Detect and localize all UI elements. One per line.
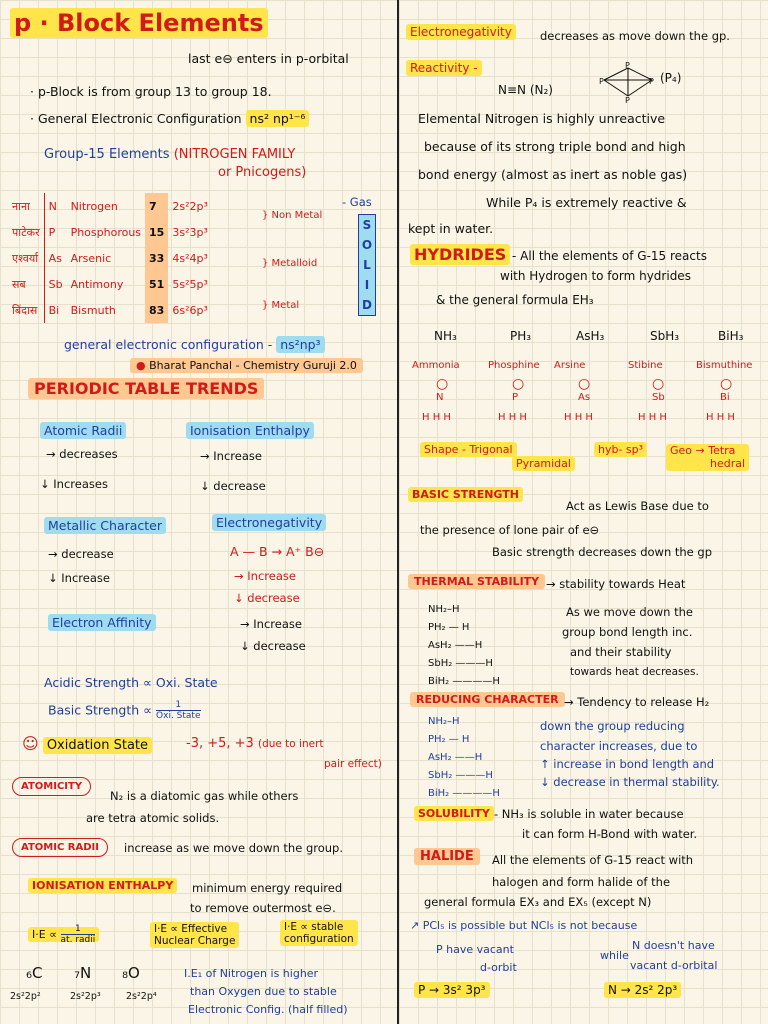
- element-symbol: Bi: [48, 303, 60, 317]
- ie-definition-2: to remove outermost e⊖.: [190, 901, 336, 915]
- arrow-icon: ↗: [410, 919, 420, 932]
- element-hindi: एश्वर्या: [8, 245, 44, 271]
- reducing-text: → Tendency to release H₂: [564, 695, 710, 709]
- nitrogen-config: 2s²2p³: [70, 991, 101, 1002]
- element-hindi: पाटेकर: [8, 219, 44, 245]
- lone-pair-icon: ○: [652, 376, 665, 392]
- halide-text-3: general formula EX₃ and EX₅ (except N): [424, 895, 652, 909]
- hydrides-text-2: with Hydrogen to form hydrides: [500, 269, 691, 283]
- element-symbol: P: [48, 225, 56, 239]
- element-atomic-number: 7: [145, 193, 168, 219]
- reducing-text-2: down the group reducing: [540, 719, 685, 733]
- thermal-text-3: group bond length inc.: [562, 625, 693, 639]
- ea-decrease: ↓ decrease: [240, 639, 306, 653]
- svg-text:P: P: [599, 77, 604, 86]
- record-icon: ●: [136, 359, 146, 372]
- reactivity-text-2: because of its strong triple bond and high: [424, 139, 686, 154]
- bond-item: NH₂–H: [428, 716, 460, 727]
- ie-nuclear-charge: I·E ∝ Effective Nuclear Charge: [150, 922, 239, 948]
- radii-increases: ↓ Increases: [40, 477, 108, 491]
- page-title: p · Block Elements: [10, 10, 268, 38]
- solubility-text: - NH₃ is soluble in water because: [494, 807, 684, 821]
- bond-item: BiH₂ ————H: [428, 788, 500, 799]
- metallic-character-label: Metallic Character: [44, 519, 166, 533]
- hydride-central-atom: N: [436, 392, 444, 403]
- bond-item: SbH₂ ———H: [428, 770, 493, 781]
- svg-text:P: P: [625, 96, 630, 104]
- hydride-name: Bismuthine: [696, 360, 753, 371]
- ie-stable-config: I·E ∝ stable configuration: [280, 920, 358, 946]
- group-15-heading: Group-15 Elements (NITROGEN FAMILY: [44, 147, 296, 162]
- hydride-name: Phosphine: [488, 360, 540, 371]
- element-config: 6s²6p³: [172, 303, 208, 317]
- nonmetal-label: } Non Metal: [262, 210, 323, 221]
- oxidation-values: -3, +5, +3 (due to inert: [186, 736, 324, 751]
- hydride-hydrogens: H H H: [564, 412, 593, 423]
- hydride-hydrogens: H H H: [706, 412, 735, 423]
- geometry-label: Geo → Tetra hedral: [666, 444, 749, 471]
- pcl5-reason-p: P have vacant: [436, 943, 514, 956]
- lone-pair-icon: ○: [578, 376, 591, 392]
- basic-text-1: Act as Lewis Base due to: [566, 499, 709, 513]
- oxidation-state-label: ☺ Oxidation State: [22, 735, 152, 754]
- reducing-text-5: ↓ decrease in thermal stability.: [540, 775, 720, 789]
- oxygen-symbol: ₈O: [122, 964, 140, 982]
- nitrogen-config-right: N → 2s² 2p³: [604, 984, 681, 998]
- metal-label: } Metal: [262, 300, 300, 311]
- svg-text:P: P: [649, 77, 654, 86]
- oxygen-config: 2s²2p⁴: [126, 991, 157, 1002]
- ie-definition: minimum energy required: [192, 881, 343, 895]
- hydride-hydrogens: H H H: [638, 412, 667, 423]
- pcl5-text: ↗ PCl₅ is possible but NCl₅ is not because: [410, 919, 638, 932]
- gas-label: - Gas: [342, 195, 372, 209]
- electronegativity-equation: A — B → A⁺ B⊖: [230, 544, 325, 559]
- hydrides-text-1: - All the elements of G-15 reacts: [512, 249, 707, 263]
- svg-text:P: P: [625, 61, 630, 70]
- group15-element-table: [8, 193, 212, 323]
- ie-increase: → Increase: [200, 449, 262, 463]
- element-hindi: बिंदास: [8, 297, 44, 323]
- hydrides-text-3: & the general formula EH₃: [436, 293, 594, 307]
- bond-item: PH₂ — H: [428, 622, 470, 633]
- halide-text-2: halogen and form halide of the: [492, 875, 671, 889]
- basic-text-2: the presence of lone pair of e⊖: [420, 523, 600, 537]
- hydride-central-atom: Sb: [652, 392, 665, 403]
- element-atomic-number: 51: [145, 271, 168, 297]
- element-hindi: सब: [8, 271, 44, 297]
- bond-item: SbH₂ ———H: [428, 658, 493, 669]
- inert-pair-note: pair effect): [324, 758, 382, 770]
- hydride-name: Arsine: [554, 360, 586, 371]
- en-trend: decreases as move down the gp.: [540, 29, 730, 43]
- reactivity-heading: Reactivity -: [406, 62, 482, 76]
- hydride-central-atom: Bi: [720, 392, 730, 403]
- metallic-decrease: → decrease: [48, 547, 114, 561]
- thermal-text-5: towards heat decreases.: [570, 666, 699, 678]
- element-atomic-number: 83: [145, 297, 168, 323]
- shape-label-2: Pyramidal: [512, 458, 575, 471]
- reactivity-text-5: kept in water.: [408, 221, 494, 236]
- bond-item: PH₂ — H: [428, 734, 470, 745]
- hydride-hydrogens: H H H: [498, 412, 527, 423]
- element-symbol: As: [48, 251, 62, 265]
- en-increase: → Increase: [234, 569, 296, 583]
- electronegativity-label: Electronegativity: [212, 516, 326, 530]
- center-divider: [397, 0, 399, 1024]
- atomic-radii-badge: ATOMIC RADII: [12, 840, 108, 854]
- thermal-text-2: As we move down the: [566, 605, 693, 619]
- element-symbol: N: [48, 199, 57, 213]
- bond-item: BiH₂ ————H: [428, 676, 500, 687]
- ea-increase: → Increase: [240, 617, 302, 631]
- ie-note: I.E₁ of Nitrogen is higher: [184, 967, 319, 980]
- pnicogens-label: or Pnicogens): [218, 165, 307, 180]
- reducing-text-4: ↑ increase in bond length and: [540, 757, 715, 771]
- atomic-radii-label: Atomic Radii: [40, 424, 126, 438]
- reactivity-text-3: bond energy (almost as inert as noble gas): [418, 167, 688, 182]
- hydrides-heading: HYDRIDES: [410, 246, 510, 264]
- reactivity-text-4: While P₄ is extremely reactive &: [486, 195, 687, 210]
- element-name: Phosphorous: [70, 225, 142, 239]
- ie-note-2: than Oxygen due to stable: [190, 985, 337, 998]
- lone-pair-icon: ○: [720, 376, 733, 392]
- ionisation-enthalpy-label: Ionisation Enthalpy: [186, 424, 314, 438]
- hydride-formula: NH₃: [434, 329, 457, 343]
- radii-decreases: → decreases: [46, 447, 118, 461]
- hydride-name: Stibine: [628, 360, 663, 371]
- element-name: Arsenic: [70, 251, 112, 265]
- bond-item: AsH₂ ——H: [428, 752, 483, 763]
- credit-line: ● Bharat Panchal - Chemistry Guruji 2.0: [130, 360, 363, 373]
- ncl5-reason-2: vacant d-orbital: [630, 959, 718, 972]
- metallic-increase: ↓ Increase: [48, 571, 110, 585]
- element-row: [8, 271, 212, 297]
- element-name: Antimony: [70, 277, 124, 291]
- element-config: 4s²4p³: [172, 251, 208, 265]
- carbon-config: 2s²2p²: [10, 991, 41, 1002]
- reducing-text-3: character increases, due to: [540, 739, 698, 753]
- element-name: Nitrogen: [70, 199, 118, 213]
- solubility-heading: SOLUBILITY: [414, 808, 494, 821]
- reactivity-text-1: Elemental Nitrogen is highly unreactive: [418, 111, 666, 126]
- n2-formula: N≡N (N₂): [498, 83, 553, 97]
- pcl5-reason-p-2: d-orbit: [480, 961, 517, 974]
- halide-text: All the elements of G-15 react with: [492, 853, 694, 867]
- hydride-formula: SbH₃: [650, 329, 680, 343]
- atomicity-text-2: are tetra atomic solids.: [86, 811, 220, 825]
- hydride-formula: PH₃: [510, 329, 532, 343]
- hydride-name: Ammonia: [412, 360, 460, 371]
- element-hindi: नाना: [8, 193, 44, 219]
- gec-label: · General Electronic Configuration ns² np¹⁻⁶: [30, 112, 309, 126]
- bond-item: NH₂–H: [428, 604, 460, 615]
- element-atomic-number: 15: [145, 219, 168, 245]
- basic-text-3: Basic strength decreases down the gp: [492, 545, 713, 559]
- element-atomic-number: 33: [145, 245, 168, 271]
- phosphorus-config: P → 3s² 3p³: [414, 984, 490, 998]
- ie-decrease: ↓ decrease: [200, 479, 266, 493]
- general-config-line: general electronic configuration - ns²np³: [64, 338, 325, 352]
- en-heading: Electronegativity: [406, 26, 516, 40]
- atomic-radii-text: increase as we move down the group.: [124, 841, 343, 855]
- shape-label: Shape - Trigonal: [420, 444, 517, 457]
- reducing-character-heading: REDUCING CHARACTER: [410, 694, 565, 707]
- acidic-strength: Acidic Strength ∝ Oxi. State: [44, 675, 218, 690]
- solid-label: S O L I D: [358, 214, 376, 316]
- p4-molecule: [598, 60, 658, 104]
- element-row: [8, 219, 212, 245]
- last-electron-note: last e⊖ enters in p-orbital: [188, 51, 349, 66]
- element-name: Bismuth: [70, 303, 116, 317]
- solubility-text-2: it can form H-Bond with water.: [522, 827, 698, 841]
- hydride-formula: BiH₃: [718, 329, 744, 343]
- smiley-icon: ☺: [22, 734, 39, 753]
- element-config: 5s²5p³: [172, 277, 208, 291]
- thermal-stability-heading: THERMAL STABILITY: [408, 576, 545, 589]
- carbon-symbol: ₆C: [26, 964, 43, 982]
- thermal-text: → stability towards Heat: [546, 577, 686, 591]
- periodic-trends-heading: PERIODIC TABLE TRENDS: [28, 380, 264, 398]
- pcl5-while: while: [600, 949, 629, 962]
- nitrogen-symbol: ₇N: [74, 964, 92, 982]
- element-row: [8, 297, 212, 323]
- atomicity-text: N₂ is a diatomic gas while others: [110, 789, 299, 803]
- element-row: [8, 245, 212, 271]
- hydride-central-atom: P: [512, 392, 519, 403]
- basic-strength-heading: BASIC STRENGTH: [408, 489, 523, 502]
- ncl5-reason: N doesn't have: [632, 939, 715, 952]
- element-symbol: Sb: [48, 277, 63, 291]
- bond-item: AsH₂ ——H: [428, 640, 483, 651]
- metalloid-label: } Metalloid: [262, 258, 318, 269]
- group-range: · p-Block is from group 13 to group 18.: [30, 84, 272, 99]
- halide-heading: HALIDE: [414, 850, 480, 865]
- ie-atomic-radii: I·E ∝ $\frac{1}{\text{at. radii}}$: [28, 924, 99, 946]
- p4-label: (P₄): [660, 71, 682, 85]
- ionisation-enthalpy-heading: IONISATION ENTHALPY: [28, 880, 177, 893]
- hydride-hydrogens: H H H: [422, 412, 451, 423]
- lone-pair-icon: ○: [436, 376, 449, 392]
- atomicity-badge: ATOMICITY: [12, 779, 91, 793]
- thermal-text-4: and their stability: [570, 645, 672, 659]
- hybridisation-label: hyb- sp³: [594, 444, 647, 457]
- hydride-central-atom: As: [578, 392, 591, 403]
- en-decrease: ↓ decrease: [234, 591, 300, 605]
- element-config: 3s²3p³: [172, 225, 208, 239]
- lone-pair-icon: ○: [512, 376, 525, 392]
- basic-strength-relation: Basic Strength ∝ $\frac{1}{\text{Oxi. State}}$: [48, 700, 201, 722]
- element-config: 2s²2p³: [172, 199, 208, 213]
- element-row: [8, 193, 212, 219]
- hydride-formula: AsH₃: [576, 329, 605, 343]
- ie-note-3: Electronic Config. (half filled): [188, 1003, 348, 1016]
- electron-affinity-label: Electron Affinity: [48, 616, 156, 630]
